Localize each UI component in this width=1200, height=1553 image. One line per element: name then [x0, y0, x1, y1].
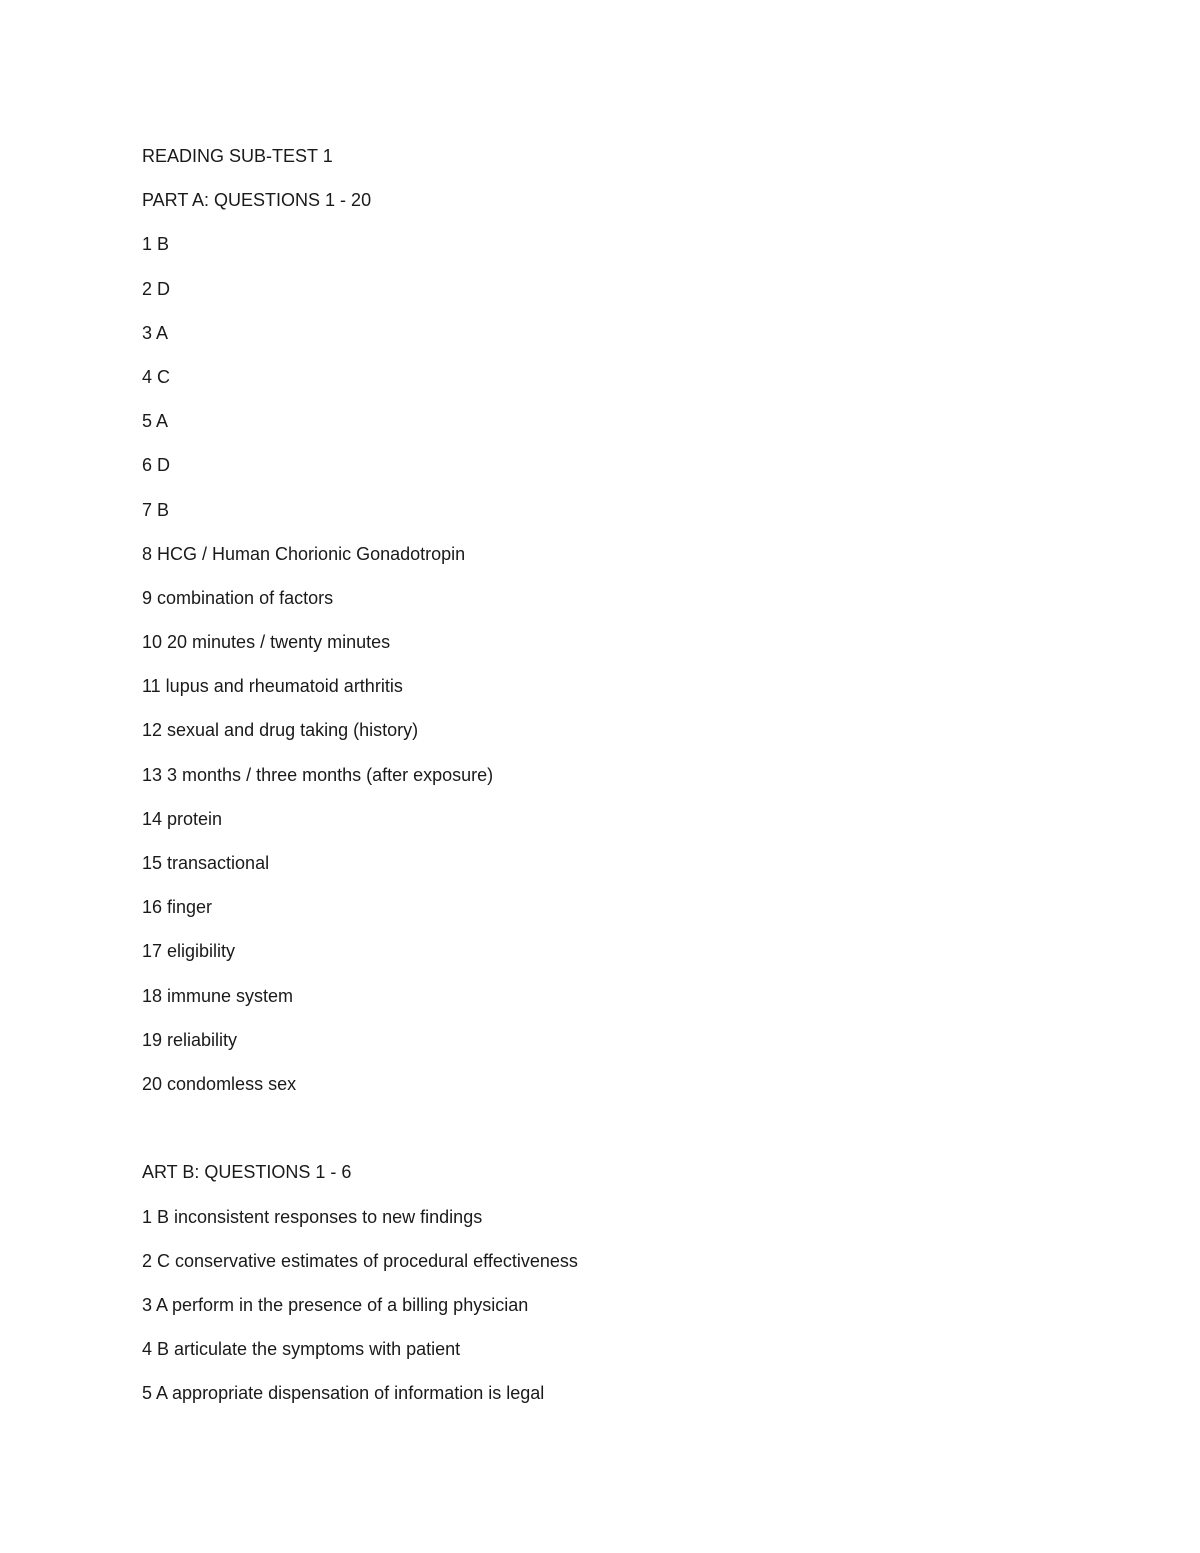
part-a-answer: 18 immune system [142, 985, 294, 1006]
part-a-answer: 11 lupus and rheumatoid arthritis [142, 676, 403, 697]
part-b-answer: 3 A perform in the presence of a billing physician [142, 1294, 529, 1315]
part-b-answer: 1 B inconsistent responses to new findings [142, 1206, 483, 1227]
part-a-answer: 5 A [142, 411, 169, 432]
part-a-answer: 3 A [142, 322, 169, 343]
part-b-answer: 5 A appropriate dispensation of information is legal [142, 1383, 545, 1404]
section-spacer [142, 1115, 1122, 1159]
part-a-answer: 15 transactional [142, 853, 270, 873]
part-a-answer: 9 combination of factors [142, 587, 334, 608]
part-a-answer: 12 sexual and drug taking (history) [142, 720, 419, 741]
part-a-answer: 10 20 minutes / twenty minutes [142, 632, 391, 653]
part-a-answer: 4 C [142, 366, 171, 387]
part-a-answer: 7 B [142, 499, 170, 520]
document-title: READING SUB-TEST 1 [142, 146, 333, 166]
part-b-answer: 4 B articulate the symptoms with patient [142, 1339, 461, 1360]
part-a-answer: 19 reliability [142, 1029, 238, 1050]
part-a-answer: 16 finger [142, 897, 213, 918]
part-a-answer: 17 eligibility [142, 941, 236, 962]
part-b-heading: ART B: QUESTIONS 1 - 6 [142, 1162, 352, 1183]
part-a-answer: 13 3 months / three months (after exposure) [142, 764, 494, 785]
part-a-answer: 8 HCG / Human Chorionic Gonadotropin [142, 543, 466, 564]
part-a-answer: 14 protein [142, 808, 223, 829]
part-a-answer: 6 D [142, 455, 171, 476]
part-a-answer: 1 B [142, 234, 170, 255]
part-a-answer: 20 condomless sex [142, 1073, 297, 1094]
part-a-answer: 2 D [142, 278, 171, 299]
document-body [142, 143, 1122, 1424]
part-b-answer: 2 C conservative estimates of procedural effectiveness [142, 1250, 578, 1271]
part-a-heading: PART A: QUESTIONS 1 - 20 [142, 190, 372, 211]
